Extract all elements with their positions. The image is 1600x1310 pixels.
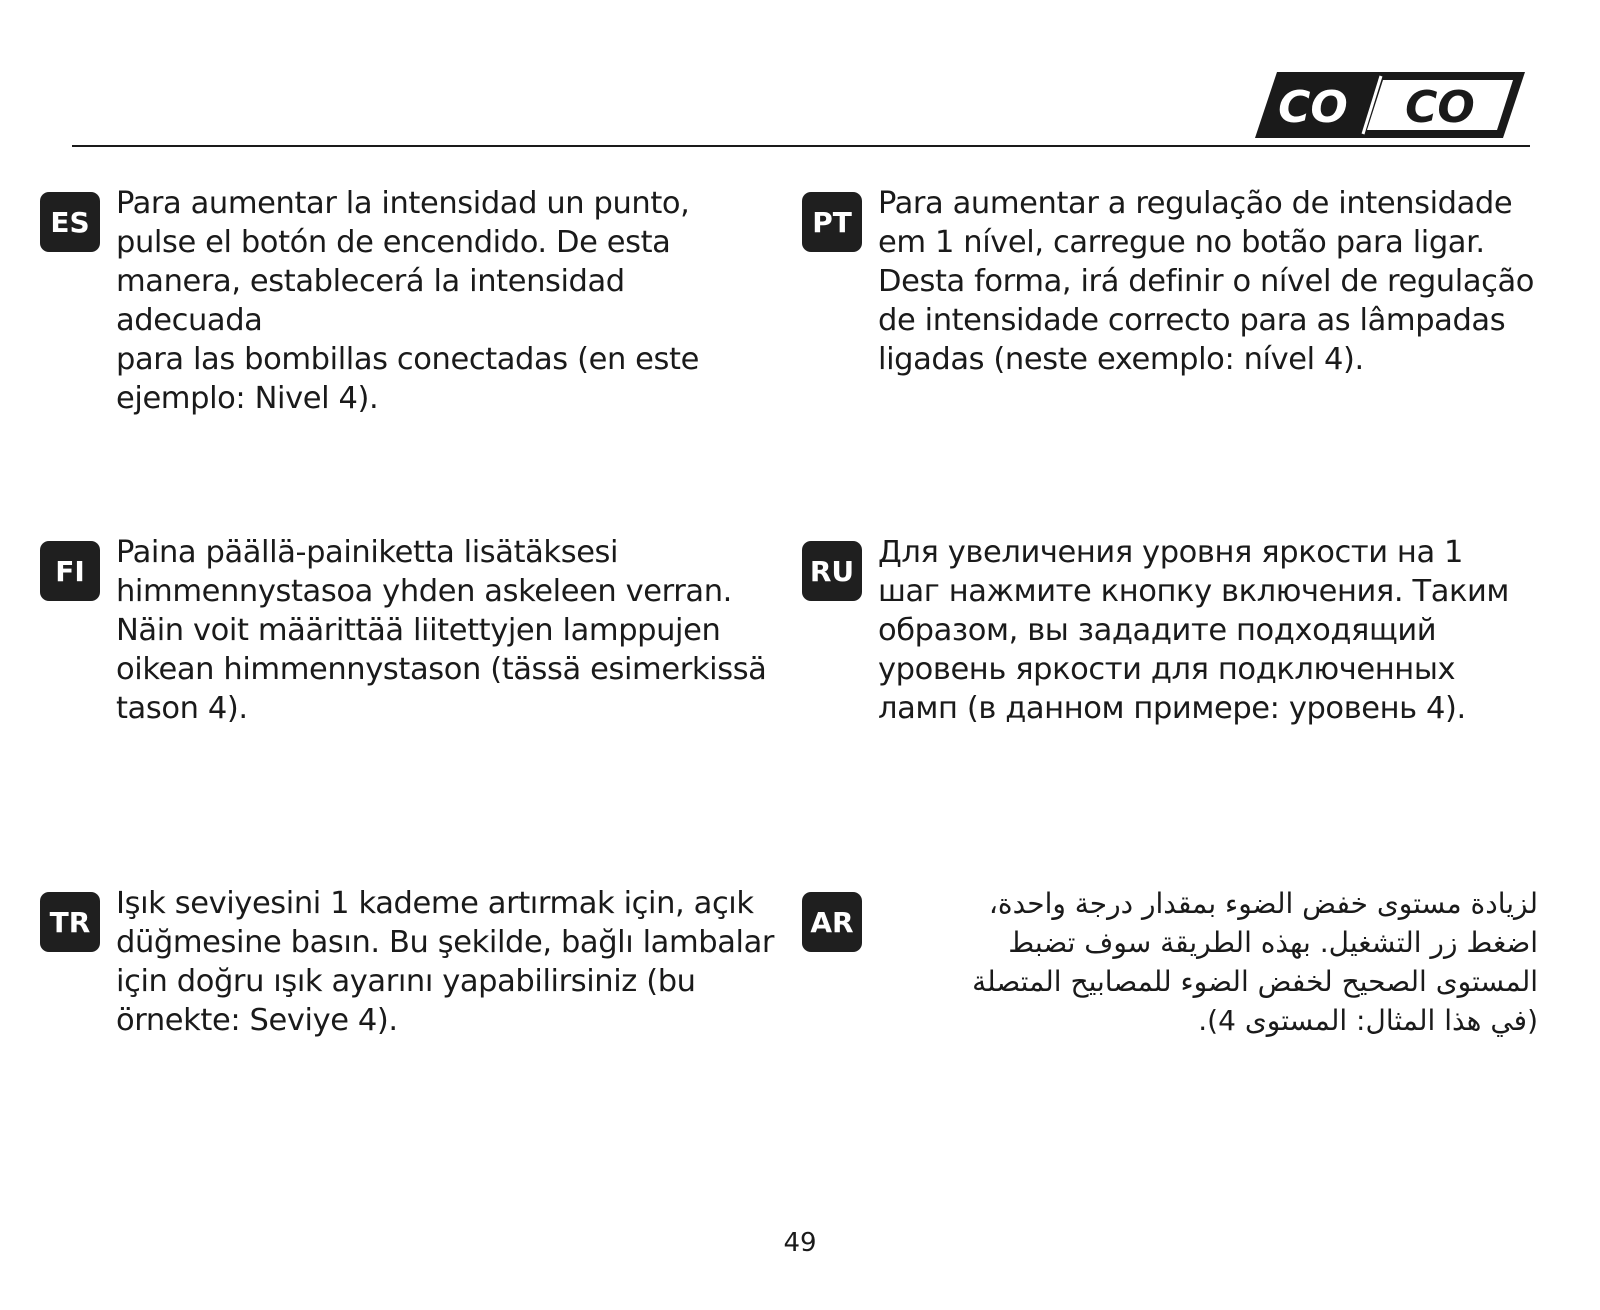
- header-rule: [72, 145, 1530, 147]
- page-number: 49: [783, 1228, 817, 1258]
- language-badge-ar: AR: [802, 892, 862, 952]
- language-badge-fi: FI: [40, 541, 100, 601]
- language-badge-pt: PT: [802, 192, 862, 252]
- language-badge-ru: RU: [802, 541, 862, 601]
- section-text-tr: Işık seviyesini 1 kademe artırmak için, açık düğmesine basın. Bu şekilde, bağlı lambalar için doğru ışık ayarını yapabilirsiniz (bu örnekte: Seviye 4).: [116, 886, 775, 1038]
- logo-left-text: CO: [1278, 82, 1348, 133]
- language-badge-tr: TR: [40, 892, 100, 952]
- section-text-ar: لزيادة مستوى خفض الضوء بمقدار درجة واحدة، اضغط زر التشغيل. بهذه الطريقة سوف تضبط المستوى الصحيح لخفض الضوء للمصابيح المتصلة (في هذا المثال: المستوى 4).: [972, 887, 1538, 1037]
- coco-logo: [1255, 72, 1525, 144]
- language-badge-es: ES: [40, 192, 100, 252]
- logo-right-text: CO: [1405, 82, 1475, 133]
- section-text-es: Para aumentar la intensidad un punto, pulse el botón de encendido. De esta manera, establecerá la intensidad adecuada para las bombillas conectadas (en este ejemplo: Nivel 4).: [116, 186, 699, 416]
- section-text-fi: Paina päällä-painiketta lisätäksesi himmennystasoa yhden askeleen verran. Näin voit määrittää liitettyjen lamppujen oikean himmennystason (tässä esimerkissä tason 4).: [116, 535, 767, 726]
- section-text-ru: Для увеличения уровня яркости на 1 шаг нажмите кнопку включения. Таким образом, вы зададите подходящий уровень яркости для подключенных ламп (в данном примере: уровень 4).: [878, 535, 1510, 726]
- section-text-pt: Para aumentar a regulação de intensidade em 1 nível, carregue no botão para ligar. Desta forma, irá definir o nível de regulação de intensidade correcto para as lâmpadas ligadas (neste exemplo: nível 4).: [878, 186, 1535, 377]
